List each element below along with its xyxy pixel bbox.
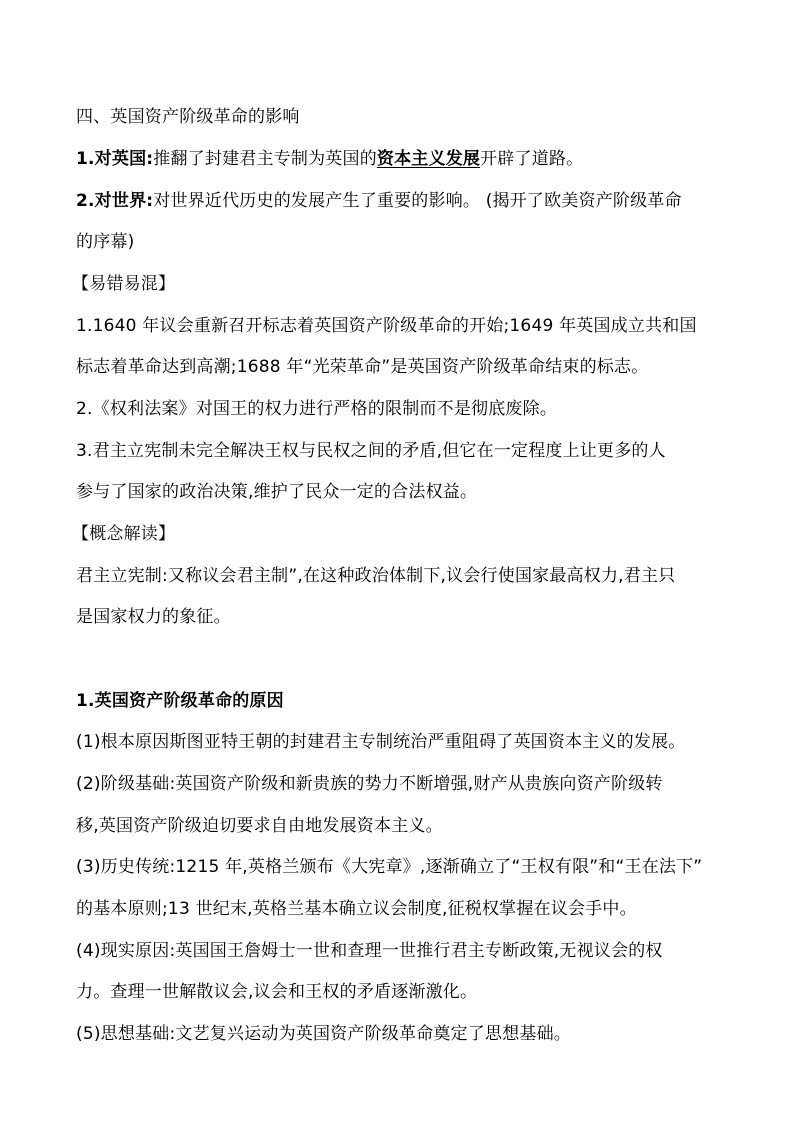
impact-item-england-label: 1.对英国: [76, 149, 154, 169]
impact-item-world-line2: 的序幕) [76, 232, 135, 252]
cause-2-line1: (2)阶级基础:英国资产阶级和新贵族的势力不断增强,财产从贵族向资产阶级转 [76, 774, 663, 794]
impact-item-world-text-line1: 对世界近代历史的发展产生了重要的影响。 (揭开了欧美资产阶级革命 [153, 191, 682, 211]
impact-item-england-emphasis: 资本主义发展 [376, 149, 481, 169]
confusion-point-3-line2: 参与了国家的政治决策,维护了民众一定的合法权益。 [76, 482, 478, 502]
cause-3-line2: 的基本原则;13 世纪末,英格兰基本确立议会制度,征税权掌握在议会手中。 [76, 899, 637, 919]
confusion-point-1-line1: 1.1640 年议会重新召开标志着英国资产阶级革命的开始;1649 年英国成立共和国 [76, 316, 697, 336]
cause-1: (1)根本原因斯图亚特王朝的封建君主专制统治严重阻碍了英国资本主义的发展。 [76, 732, 686, 752]
impact-item-world [76, 190, 726, 212]
impact-item-world-label: 2.对世界: [76, 191, 154, 211]
confusion-point-3-line1: 3.君主立宪制未完全解决王权与民权之间的矛盾,但它在一定程度上让更多的人 [76, 441, 666, 461]
concept-text-line2: 是国家权力的象征。 [76, 607, 231, 627]
cause-2-line2: 移,英国资产阶级迫切要求自由地发展资本主义。 [76, 816, 443, 836]
cause-4-line2: 力。查理一世解散议会,议会和王权的矛盾逐渐激化。 [76, 982, 478, 1002]
causes-heading: 1.英国资产阶级革命的原因 [76, 691, 284, 711]
confusion-point-2: 2.《权利法案》对国王的权力进行严格的限制而不是彻底废除。 [76, 399, 558, 419]
confusion-tag: 【易错易混】 [72, 274, 176, 294]
cause-4-line1: (4)现实原因:英国国王詹姆士一世和查理一世推行君主专断政策,无视议会的权 [76, 941, 663, 961]
impact-heading: 四、英国资产阶级革命的影响 [76, 107, 300, 127]
concept-text-line1: 君主立宪制:又称议会君主制”,在这种政治体制下,议会行使国家最高权力,君主只 [76, 566, 676, 586]
confusion-point-1-line2: 标志着革命达到高潮;1688 年“光荣革命”是英国资产阶级革命结束的标志。 [76, 357, 649, 377]
impact-item-england-text-after: 开辟了道路。 [480, 149, 584, 169]
impact-item-england-text-before: 推翻了封建君主专制为英国的 [153, 149, 377, 169]
impact-item-england [76, 148, 726, 170]
cause-5: (5)思想基础:文艺复兴运动为英国资产阶级革命奠定了思想基础。 [76, 1024, 572, 1044]
concept-tag: 【概念解读】 [72, 524, 176, 544]
cause-3-line1: (3)历史传统:1215 年,英格兰颁布《大宪章》,逐渐确立了“王权有限”和“王在法下” [76, 857, 703, 877]
